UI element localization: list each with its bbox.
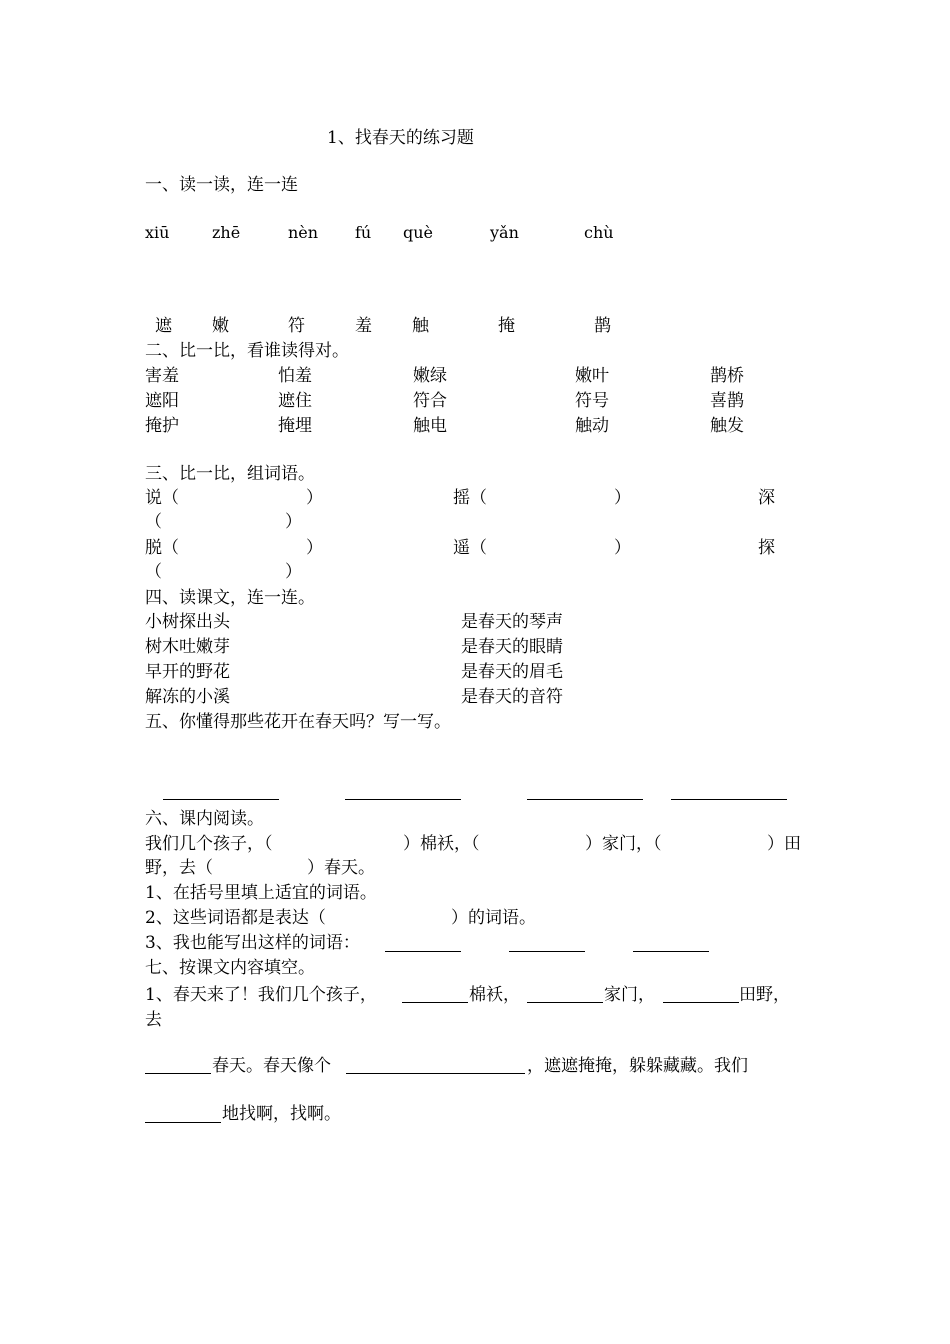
compose-prompt: 深	[758, 488, 775, 508]
fill-text: 春天。春天像个	[212, 1056, 331, 1076]
compose-paren-close: ）	[285, 512, 302, 532]
answer-line[interactable]	[527, 799, 643, 800]
pinyin-item: zhē	[212, 223, 241, 242]
word-cell: 怕羞	[278, 366, 312, 386]
word-cell: 害羞	[145, 366, 179, 386]
match-left: 树木吐嫩芽	[145, 637, 230, 657]
fill-text: 棉袄，	[469, 985, 520, 1005]
passage-text: 我们几个孩子，（	[145, 834, 273, 854]
match-left: 解冻的小溪	[145, 687, 230, 707]
question-1: 1、在括号里填上适宜的词语。	[145, 883, 377, 903]
question-2: ）的词语。	[451, 908, 536, 928]
word-cell: 符合	[413, 391, 447, 411]
question-3: 3、我也能写出这样的词语：	[145, 933, 360, 953]
section-7-heading: 七、按课文内容填空。	[145, 958, 315, 978]
compose-paren-open: （	[145, 512, 162, 532]
compose-paren-close: ）	[614, 488, 631, 508]
fill-text: 田野，	[739, 985, 790, 1005]
word-cell: 触动	[575, 416, 609, 436]
compose-prompt: 摇（	[453, 488, 487, 508]
answer-line[interactable]	[509, 951, 585, 952]
answer-line[interactable]	[346, 1073, 525, 1074]
pinyin-item: xiū	[145, 223, 170, 242]
pinyin-item: nèn	[288, 223, 319, 242]
answer-line[interactable]	[163, 799, 279, 800]
compose-prompt: 说（	[145, 488, 179, 508]
answer-line[interactable]	[145, 1122, 221, 1123]
answer-line[interactable]	[671, 799, 787, 800]
word-cell: 遮住	[278, 391, 312, 411]
answer-line[interactable]	[402, 1002, 468, 1003]
character-item: 羞	[355, 316, 372, 336]
page-title: 1、找春天的练习题	[327, 128, 474, 148]
pinyin-item: chù	[584, 223, 614, 242]
passage-text: ）春天。	[307, 858, 375, 878]
character-item: 遮	[155, 316, 172, 336]
pinyin-item: què	[403, 223, 434, 242]
answer-line[interactable]	[145, 1073, 211, 1074]
character-item: 掩	[498, 316, 515, 336]
word-cell: 掩埋	[278, 416, 312, 436]
word-cell: 遮阳	[145, 391, 179, 411]
compose-prompt: 遥（	[453, 538, 487, 558]
answer-line[interactable]	[385, 951, 461, 952]
word-cell: 掩护	[145, 416, 179, 436]
compose-paren-close: ）	[306, 488, 323, 508]
answer-line[interactable]	[633, 951, 709, 952]
section-2-heading: 二、比一比，看谁读得对。	[145, 341, 349, 361]
word-cell: 嫩叶	[575, 366, 609, 386]
passage-text: ）棉袄，（	[403, 834, 480, 854]
character-item: 触	[412, 316, 429, 336]
section-4-heading: 四、读课文，连一连。	[145, 588, 315, 608]
word-cell: 触发	[710, 416, 744, 436]
answer-line[interactable]	[527, 1002, 603, 1003]
section-1-heading: 一、读一读，连一连	[145, 175, 298, 195]
pinyin-item: fú	[355, 223, 372, 242]
compose-paren-close: ）	[306, 538, 323, 558]
section-3-heading: 三、比一比，组词语。	[145, 464, 315, 484]
word-cell: 鹊桥	[710, 366, 744, 386]
word-cell: 触电	[413, 416, 447, 436]
word-cell: 喜鹊	[710, 391, 744, 411]
passage-text: ）家门，（	[585, 834, 662, 854]
match-right: 是春天的眼睛	[461, 637, 563, 657]
word-cell: 嫩绿	[413, 366, 447, 386]
section-6-heading: 六、课内阅读。	[145, 809, 264, 829]
fill-text: ，遮遮掩掩，躲躲藏藏。我们	[527, 1056, 748, 1076]
match-right: 是春天的眉毛	[461, 662, 563, 682]
answer-line[interactable]	[663, 1002, 739, 1003]
fill-text: 去	[145, 1010, 162, 1030]
passage-text: 野，去（	[145, 858, 213, 878]
character-item: 嫩	[212, 316, 229, 336]
pinyin-item: yǎn	[490, 223, 519, 242]
compose-paren-open: （	[145, 562, 162, 582]
passage-text: ）田	[767, 834, 801, 854]
character-item: 符	[288, 316, 305, 336]
match-right: 是春天的琴声	[461, 612, 563, 632]
section-5-heading: 五、你懂得那些花开在春天吗？写一写。	[145, 712, 451, 732]
character-item: 鹊	[594, 316, 611, 336]
fill-text: 地找啊，找啊。	[222, 1104, 341, 1124]
word-cell: 符号	[575, 391, 609, 411]
fill-text: 家门，	[604, 985, 655, 1005]
question-2: 2、这些词语都是表达（	[145, 908, 326, 928]
compose-prompt: 探	[758, 538, 775, 558]
compose-prompt: 脱（	[145, 538, 179, 558]
fill-text: 1、春天来了！我们几个孩子，	[145, 985, 377, 1005]
compose-paren-close: ）	[285, 562, 302, 582]
match-left: 小树探出头	[145, 612, 230, 632]
answer-line[interactable]	[345, 799, 461, 800]
compose-paren-close: ）	[614, 538, 631, 558]
match-right: 是春天的音符	[461, 687, 563, 707]
match-left: 早开的野花	[145, 662, 230, 682]
